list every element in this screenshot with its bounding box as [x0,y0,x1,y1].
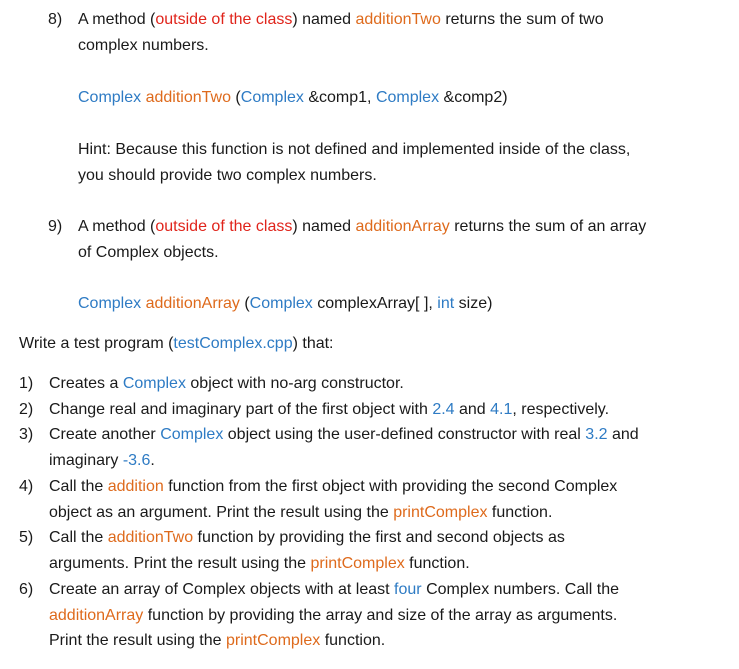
step4-line1: Call the addition function from the first object with providing the second Complex [49,478,618,495]
list-number: 8) [48,11,63,28]
step6-line3: Print the result using the printComplex function. [49,632,386,649]
step3-line1: Create another Complex object using the user-defined constructor with real 3.2 and [49,426,639,443]
step3-line2: imaginary -3.6. [49,452,155,469]
step5-line2: arguments. Print the result using the printComplex function. [49,555,470,572]
step6-line1: Create an array of Complex objects with at least four Complex numbers. Call the [49,581,620,598]
list-number: 5) [19,529,34,546]
list-number: 4) [19,478,34,495]
step2-line1: Change real and imaginary part of the first object with 2.4 and 4.1, respectively. [49,401,610,418]
item8-signature: Complex additionTwo (Complex &comp1, Complex &comp2) [78,89,508,106]
step5-line1: Call the additionTwo function by providing the first and second objects as [49,529,565,546]
item9-line1: A method (outside of the class) named additionArray returns the sum of an array [78,218,647,235]
item9-signature: Complex additionArray (Complex complexArray[ ], int size) [78,295,493,312]
list-number: 9) [48,218,63,235]
list-number: 6) [19,581,34,598]
step4-line2: object as an argument. Print the result using the printComplex function. [49,504,553,521]
step6-line2: additionArray function by providing the array and size of the array as arguments. [49,607,618,624]
item8-line1: A method (outside of the class) named additionTwo returns the sum of two [78,11,604,28]
list-number: 1) [19,375,34,392]
list-number: 3) [19,426,34,443]
list-number: 2) [19,401,34,418]
item8-hint-line1: Hint: Because this function is not defined and implemented inside of the class, [78,141,631,158]
step1-line1: Creates a Complex object with no-arg constructor. [49,375,404,392]
item8-line2: complex numbers. [78,37,209,54]
test-intro: Write a test program (testComplex.cpp) that: [19,335,334,352]
item9-line2: of Complex objects. [78,244,219,261]
item8-hint-line2: you should provide two complex numbers. [78,167,377,184]
